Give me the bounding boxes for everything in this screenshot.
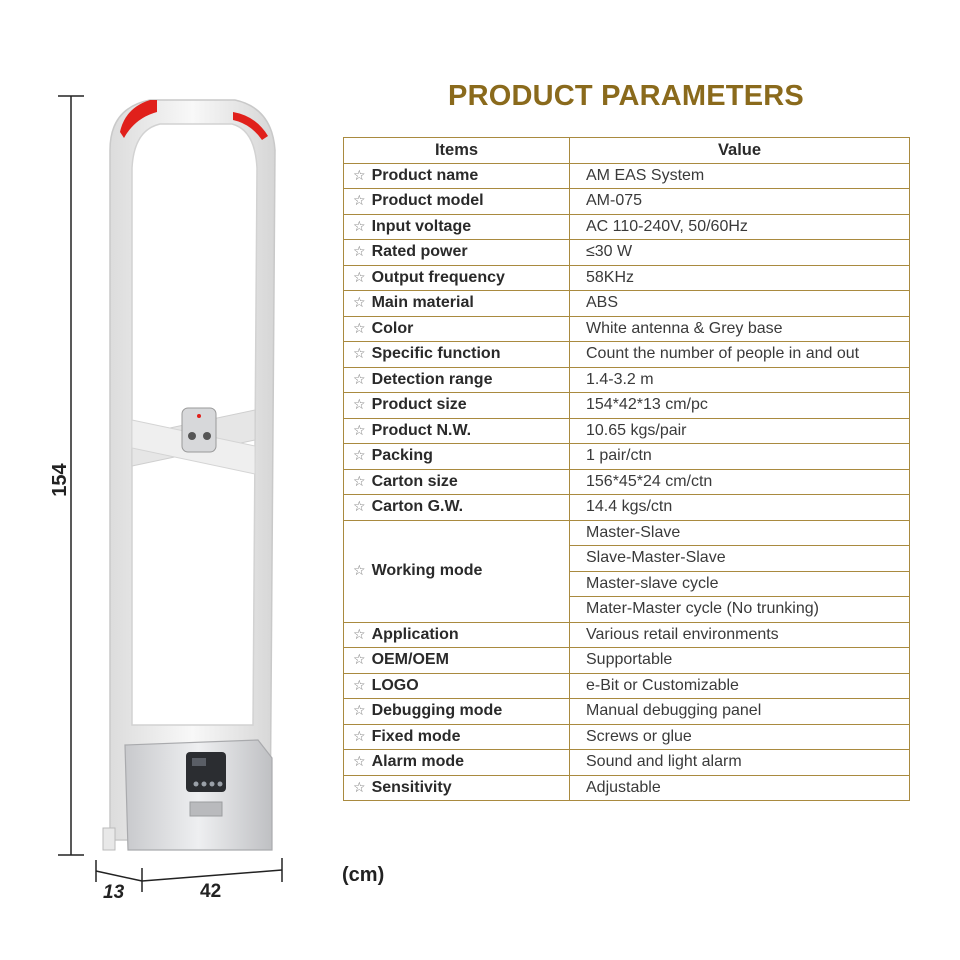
item-cell bbox=[344, 291, 570, 317]
item-label: Carton G.W. bbox=[371, 498, 464, 516]
table-row bbox=[344, 189, 910, 215]
table-row bbox=[344, 163, 910, 189]
table-row bbox=[344, 648, 910, 674]
table-row bbox=[344, 469, 910, 495]
star-icon: ☆ bbox=[353, 702, 366, 719]
star-icon: ☆ bbox=[353, 294, 366, 311]
table-row bbox=[344, 750, 910, 776]
value-cell: 1 pair/ctn bbox=[570, 444, 910, 470]
item-cell bbox=[344, 775, 570, 801]
star-icon: ☆ bbox=[353, 396, 366, 413]
item-cell bbox=[344, 367, 570, 393]
item-label: Product size bbox=[371, 396, 467, 414]
star-icon: ☆ bbox=[353, 217, 366, 234]
table-row bbox=[344, 316, 910, 342]
value-cell: ABS bbox=[570, 291, 910, 317]
item-cell bbox=[344, 316, 570, 342]
item-label: Product N.W. bbox=[371, 421, 472, 439]
star-icon: ☆ bbox=[353, 345, 366, 362]
item-label: Color bbox=[371, 319, 414, 337]
item-label: Input voltage bbox=[371, 217, 472, 235]
item-cell bbox=[344, 342, 570, 368]
item-cell bbox=[344, 622, 570, 648]
value-cell: 156*45*24 cm/ctn bbox=[570, 469, 910, 495]
item-cell bbox=[344, 444, 570, 470]
item-label: Main material bbox=[371, 294, 474, 312]
star-icon: ☆ bbox=[353, 268, 366, 285]
item-label: Detection range bbox=[371, 370, 493, 388]
value-column-header: Value bbox=[570, 138, 910, 164]
item-label: Output frequency bbox=[371, 268, 505, 286]
value-cell: Slave-Master-Slave bbox=[570, 546, 910, 572]
item-cell bbox=[344, 750, 570, 776]
parameters-table bbox=[343, 137, 910, 801]
value-cell: 58KHz bbox=[570, 265, 910, 291]
value-cell: White antenna & Grey base bbox=[570, 316, 910, 342]
item-cell bbox=[344, 673, 570, 699]
value-cell: Screws or glue bbox=[570, 724, 910, 750]
item-label: Product name bbox=[371, 166, 479, 184]
table-row bbox=[344, 214, 910, 240]
value-cell: Count the number of people in and out bbox=[570, 342, 910, 368]
value-cell: AC 110-240V, 50/60Hz bbox=[570, 214, 910, 240]
item-label: Application bbox=[371, 625, 459, 643]
item-cell bbox=[344, 265, 570, 291]
star-icon: ☆ bbox=[353, 625, 366, 642]
table-row bbox=[344, 699, 910, 725]
value-cell: Various retail environments bbox=[570, 622, 910, 648]
star-icon: ☆ bbox=[353, 562, 366, 578]
value-cell: Manual debugging panel bbox=[570, 699, 910, 725]
item-label: Fixed mode bbox=[371, 727, 461, 745]
table-row bbox=[344, 342, 910, 368]
item-cell bbox=[344, 699, 570, 725]
item-label: OEM/OEM bbox=[371, 651, 449, 669]
table-row bbox=[344, 495, 910, 521]
item-label: Packing bbox=[371, 447, 433, 465]
table-row bbox=[344, 724, 910, 750]
star-icon: ☆ bbox=[353, 319, 366, 336]
item-cell bbox=[344, 724, 570, 750]
item-label: Product model bbox=[371, 192, 484, 210]
item-cell bbox=[344, 163, 570, 189]
star-icon: ☆ bbox=[353, 192, 366, 209]
item-cell bbox=[344, 240, 570, 266]
star-icon: ☆ bbox=[353, 651, 366, 668]
star-icon: ☆ bbox=[353, 447, 366, 464]
table-row bbox=[344, 622, 910, 648]
value-cell: Mater-Master cycle (No trunking) bbox=[570, 597, 910, 623]
star-icon: ☆ bbox=[353, 421, 366, 438]
value-cell: 10.65 kgs/pair bbox=[570, 418, 910, 444]
item-label: Debugging mode bbox=[371, 702, 503, 720]
star-icon: ☆ bbox=[353, 727, 366, 744]
item-cell bbox=[344, 418, 570, 444]
value-cell: Supportable bbox=[570, 648, 910, 674]
value-cell: AM-075 bbox=[570, 189, 910, 215]
item-cell bbox=[344, 214, 570, 240]
star-icon: ☆ bbox=[353, 498, 366, 515]
product-illustration bbox=[0, 0, 340, 960]
page-title: PRODUCT PARAMETERS bbox=[448, 80, 804, 112]
value-cell: ≤30 W bbox=[570, 240, 910, 266]
items-column-header: Items bbox=[344, 138, 570, 164]
table-row bbox=[344, 367, 910, 393]
item-label: Working mode bbox=[371, 562, 483, 579]
height-label: 154 bbox=[49, 463, 71, 497]
star-icon: ☆ bbox=[353, 676, 366, 693]
item-cell bbox=[344, 393, 570, 419]
table-header-row bbox=[344, 138, 910, 164]
item-cell bbox=[344, 469, 570, 495]
eas-antenna bbox=[103, 100, 275, 850]
star-icon: ☆ bbox=[353, 753, 366, 770]
value-cell: Master-Slave bbox=[570, 520, 910, 546]
table-row bbox=[344, 444, 910, 470]
item-cell bbox=[344, 495, 570, 521]
table-row bbox=[344, 418, 910, 444]
item-label: LOGO bbox=[371, 676, 419, 694]
item-label: Carton size bbox=[371, 472, 458, 490]
depth-label: 13 bbox=[103, 882, 125, 903]
value-cell: e-Bit or Customizable bbox=[570, 673, 910, 699]
item-cell bbox=[344, 648, 570, 674]
table-row bbox=[344, 393, 910, 419]
item-label: Specific function bbox=[371, 345, 501, 363]
item-label: Sensitivity bbox=[371, 778, 452, 796]
star-icon: ☆ bbox=[353, 166, 366, 183]
value-cell: Adjustable bbox=[570, 775, 910, 801]
star-icon: ☆ bbox=[353, 243, 366, 260]
value-cell: 1.4-3.2 m bbox=[570, 367, 910, 393]
value-cell: AM EAS System bbox=[570, 163, 910, 189]
table-row bbox=[344, 291, 910, 317]
table-row bbox=[344, 673, 910, 699]
table-row bbox=[344, 265, 910, 291]
value-cell: Sound and light alarm bbox=[570, 750, 910, 776]
star-icon: ☆ bbox=[353, 472, 366, 489]
item-cell bbox=[344, 189, 570, 215]
item-label: Alarm mode bbox=[371, 753, 465, 771]
width-label: 42 bbox=[200, 881, 222, 902]
value-cell: 154*42*13 cm/pc bbox=[570, 393, 910, 419]
star-icon: ☆ bbox=[353, 370, 366, 387]
table-row bbox=[344, 240, 910, 266]
star-icon: ☆ bbox=[353, 778, 366, 795]
table-row bbox=[344, 520, 910, 546]
item-cell bbox=[344, 520, 570, 622]
value-cell: Master-slave cycle bbox=[570, 571, 910, 597]
table-row bbox=[344, 775, 910, 801]
item-label: Rated power bbox=[371, 243, 468, 261]
unit-label: (cm) bbox=[342, 864, 385, 886]
value-cell: 14.4 kgs/ctn bbox=[570, 495, 910, 521]
